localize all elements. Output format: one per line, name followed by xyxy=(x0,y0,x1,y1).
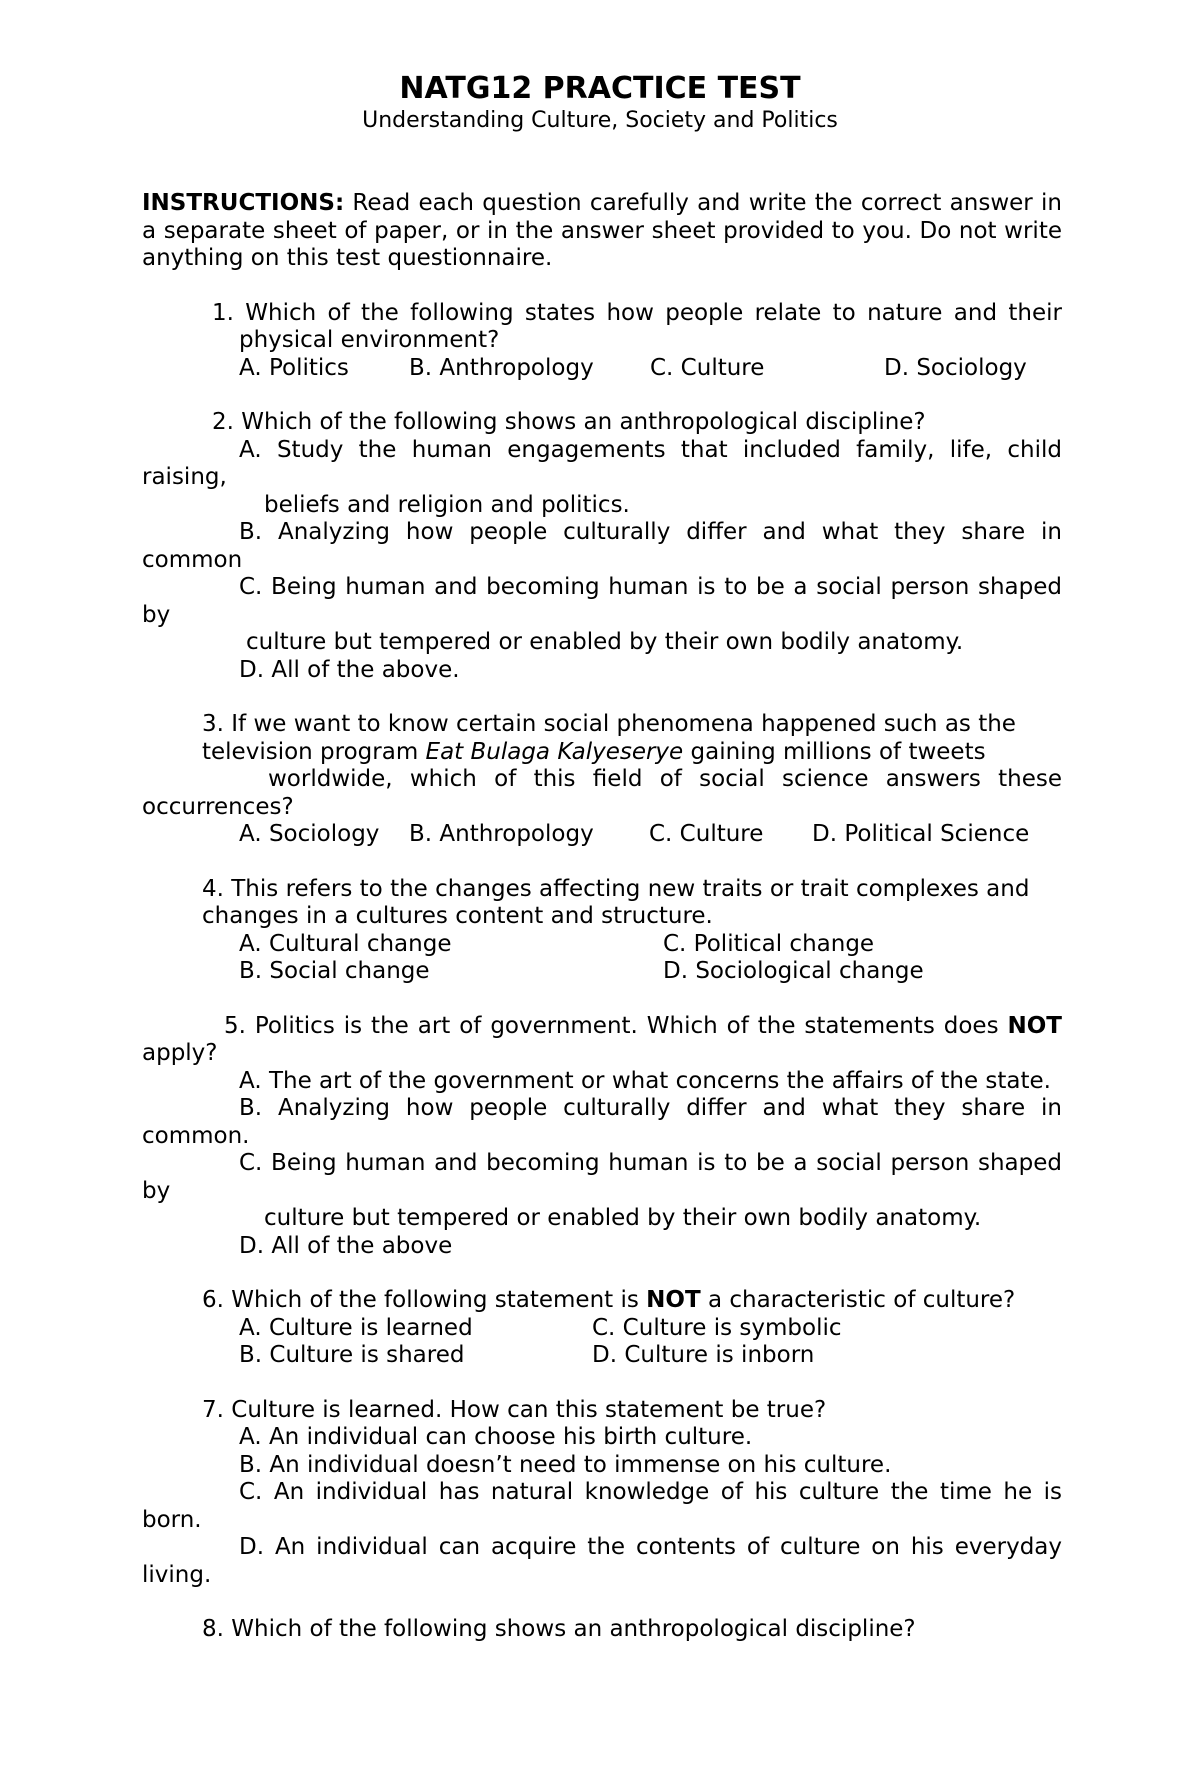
instructions-label: INSTRUCTIONS: xyxy=(142,190,345,216)
instructions-text: Read each question carefully and write the correct answer in a separate sheet of paper, or in the answer sheet provided to you. Do not write anything on this test questionnaire. xyxy=(142,190,1062,271)
question-7 xyxy=(142,1397,1062,1590)
question-6-options-row2 xyxy=(142,1342,1062,1370)
q5-option-c-cont: by xyxy=(142,1177,171,1204)
q4-option-d: D. Sociological change xyxy=(663,958,924,984)
q7-option-a: A. An individual can choose his birth culture. xyxy=(239,1424,753,1450)
q2-option-a: A. Study the human engagements that included family, life, child xyxy=(239,436,1062,463)
q1-option-d: D. Sociology xyxy=(884,354,1027,381)
q1-option-b: B. Anthropology xyxy=(409,354,594,381)
q2-option-a-cont: raising, xyxy=(142,464,227,490)
question-1 xyxy=(142,300,1062,383)
question-3-stem-cont xyxy=(142,739,1062,767)
question-5-stem xyxy=(142,1013,1062,1041)
q3-stem-pre: television program xyxy=(202,738,426,765)
q6-option-c: C. Culture is symbolic xyxy=(592,1314,842,1341)
question-6 xyxy=(142,1287,1062,1370)
question-6-options-row1 xyxy=(142,1315,1062,1343)
question-4-options-row2 xyxy=(142,958,1062,986)
q7-option-c: C. An individual has natural knowledge of his culture the time he is xyxy=(239,1479,1062,1505)
q4-option-a: A. Cultural change xyxy=(239,930,452,957)
question-2 xyxy=(142,409,1062,684)
q2-option-a-cont2: beliefs and religion and politics. xyxy=(264,491,630,518)
question-2-stem: 2. Which of the following shows an anthropological discipline? xyxy=(212,409,926,435)
q5-stem-not: NOT xyxy=(1007,1012,1062,1039)
question-8 xyxy=(142,1616,1062,1644)
page-subtitle: Understanding Culture, Society and Politics xyxy=(362,108,838,133)
question-3-stem-cont2: worldwide, which of this field of social science answers these xyxy=(268,766,1062,792)
q7-option-b: B. An individual doesn’t need to immense on his culture. xyxy=(239,1451,892,1478)
q6-stem-post: a characteristic of culture? xyxy=(700,1287,1016,1313)
question-4-stem: 4. This refers to the changes affecting new traits or trait complexes and xyxy=(202,875,1030,902)
question-1-stem: 1. Which of the following states how people relate to nature and their xyxy=(212,299,1062,326)
document-body xyxy=(142,190,1062,1671)
question-7-stem: 7. Culture is learned. How can this statement be true? xyxy=(202,1396,827,1423)
page-title: NATG12 PRACTICE TEST xyxy=(399,71,801,106)
q2-option-c-cont2: culture but tempered or enabled by their own bodily anatomy. xyxy=(246,629,964,655)
q2-option-c-cont: by xyxy=(142,601,171,628)
q6-option-d: D. Culture is inborn xyxy=(592,1342,815,1368)
question-3-stem: 3. If we want to know certain social phenomena happened such as the xyxy=(202,711,1016,737)
q5-option-c: C. Being human and becoming human is to be a social person shaped xyxy=(239,1150,1062,1176)
q5-option-a: A. The art of the government or what concerns the affairs of the state. xyxy=(239,1067,1051,1094)
q5-stem-text: 5. Politics is the art of government. Which of the statements does xyxy=(224,1012,1008,1039)
question-6-stem xyxy=(142,1287,1062,1315)
q3-option-b: B. Anthropology xyxy=(409,821,594,847)
q3-option-c: C. Culture xyxy=(649,821,764,847)
question-1-stem-cont: physical environment? xyxy=(239,327,500,353)
q1-option-c: C. Culture xyxy=(650,354,765,381)
q3-option-a: A. Sociology xyxy=(239,821,380,847)
q4-option-b: B. Social change xyxy=(239,958,430,984)
q7-option-d-cont: living. xyxy=(142,1561,212,1588)
question-8-stem: 8. Which of the following shows an anthropological discipline? xyxy=(202,1616,916,1642)
q5-option-d: D. All of the above xyxy=(239,1232,453,1259)
q3-stem-post: gaining millions of tweets xyxy=(683,738,986,765)
question-3-stem-cont3: occurrences? xyxy=(142,793,294,820)
q6-stem-pre: 6. Which of the following statement is xyxy=(202,1287,647,1313)
q5-option-c-cont2: culture but tempered or enabled by their own bodily anatomy. xyxy=(264,1205,982,1231)
q6-stem-not: NOT xyxy=(646,1287,701,1313)
q5-option-b: B. Analyzing how people culturally differ and what they share in xyxy=(239,1095,1062,1121)
q5-option-b-cont: common. xyxy=(142,1122,250,1149)
q3-option-d: D. Political Science xyxy=(812,821,1030,847)
q2-option-c: C. Being human and becoming human is to be a social person shaped xyxy=(239,574,1062,600)
question-3 xyxy=(142,711,1062,849)
question-4 xyxy=(142,876,1062,986)
question-4-stem-cont: changes in a cultures content and structure. xyxy=(202,903,713,929)
q1-option-a: A. Politics xyxy=(239,354,349,381)
question-5-stem-cont: apply? xyxy=(142,1040,218,1066)
q3-program-name: Eat Bulaga Kalyeserye xyxy=(425,738,684,765)
q6-option-a: A. Culture is learned xyxy=(239,1314,473,1341)
question-4-options-row1 xyxy=(142,931,1062,959)
q6-option-b: B. Culture is shared xyxy=(239,1342,465,1368)
question-3-options xyxy=(142,821,1062,849)
q4-option-c: C. Political change xyxy=(663,930,875,957)
question-5 xyxy=(142,1013,1062,1261)
q2-option-b-cont: common xyxy=(142,546,243,573)
q7-option-d: D. An individual can acquire the contents of culture on his everyday xyxy=(239,1534,1062,1560)
q2-option-d: D. All of the above. xyxy=(239,656,460,683)
question-1-options xyxy=(142,355,1062,383)
q7-option-c-cont: born. xyxy=(142,1506,202,1533)
instructions xyxy=(142,190,1062,273)
q2-option-b: B. Analyzing how people culturally differ and what they share in xyxy=(239,519,1062,545)
